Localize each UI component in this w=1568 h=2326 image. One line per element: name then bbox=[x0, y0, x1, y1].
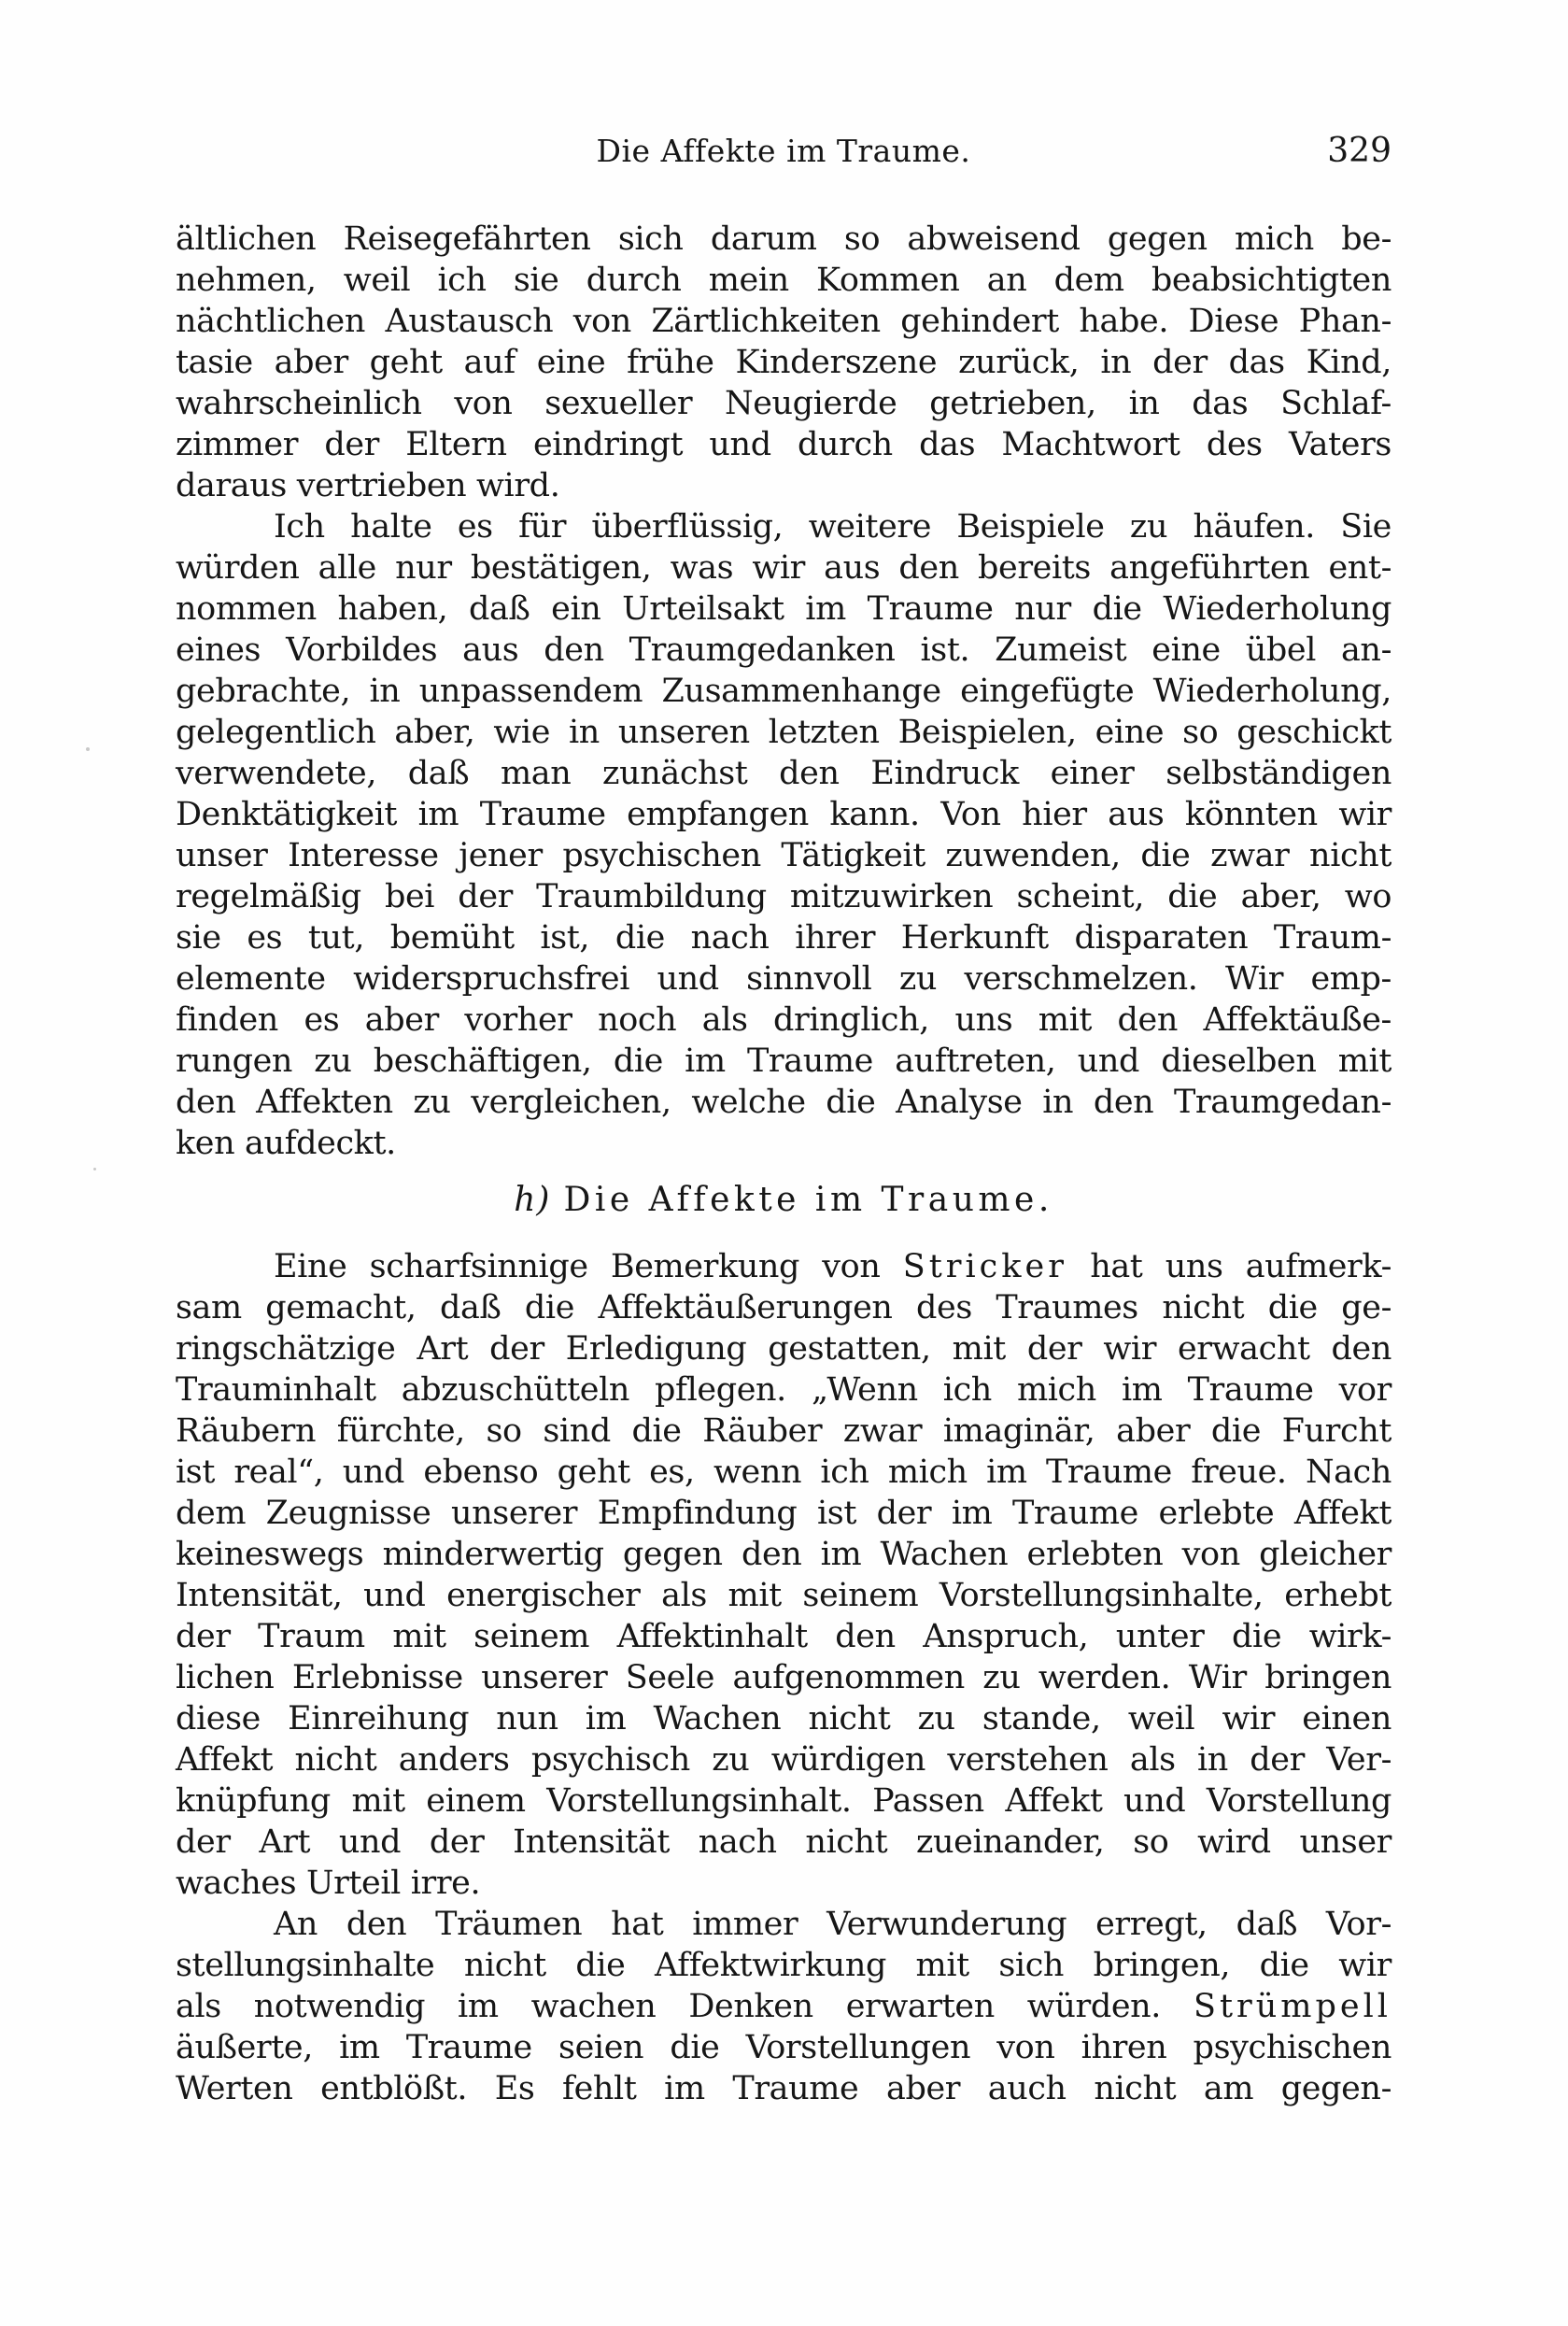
text-line bbox=[176, 1780, 1391, 1822]
text-segment: An den Träumen hat immer Verwunderung erregt, daß Vor- bbox=[274, 1906, 1391, 1943]
text-segment: verwendete, daß man zunächst den Eindruck einer selbständigen bbox=[176, 755, 1391, 792]
text-segment: keineswegs minderwertig gegen den im Wachen erlebten von gleicher bbox=[176, 1536, 1391, 1573]
text-line bbox=[176, 1863, 1391, 1904]
text-segment: nommen haben, daß ein Urteilsakt im Traume nur die Wiederholung bbox=[176, 590, 1391, 628]
text-segment: Denktätigkeit im Traume empfangen kann. Von hier aus könnten wir bbox=[176, 796, 1391, 833]
text-segment: elemente widerspruchsfrei und sinnvoll zu verschmelzen. Wir emp- bbox=[176, 960, 1391, 998]
text-line bbox=[176, 753, 1391, 794]
paragraph bbox=[176, 1246, 1391, 1904]
text-segment: ist real“, und ebenso geht es, wenn ich mich im Traume freue. Nach bbox=[176, 1454, 1391, 1491]
text-line bbox=[176, 2027, 1391, 2068]
paragraph bbox=[176, 219, 1391, 506]
text-line bbox=[176, 2068, 1391, 2109]
scan-speck bbox=[86, 747, 90, 751]
text-line bbox=[176, 958, 1391, 1000]
text-line bbox=[176, 1945, 1391, 1986]
text-segment: den Affekten zu vergleichen, welche die Analyse in den Traumgedan- bbox=[176, 1084, 1391, 1121]
text-segment: der Traum mit seinem Affektinhalt den Anspruch, unter die wirk- bbox=[176, 1618, 1391, 1655]
text-line bbox=[176, 506, 1391, 547]
text-segment: Ich halte es für überflüssig, weitere Beispiele zu häufen. Sie bbox=[274, 508, 1391, 546]
page-body bbox=[176, 219, 1391, 2109]
text-line bbox=[176, 301, 1391, 342]
text-line bbox=[176, 1657, 1391, 1698]
text-block bbox=[176, 131, 1391, 2109]
section-letter: h) bbox=[514, 1181, 551, 1219]
text-segment: waches Urteil irre. bbox=[176, 1865, 481, 1902]
text-segment: sam gemacht, daß die Affektäußerungen des Traumes nicht die ge- bbox=[176, 1289, 1391, 1326]
text-segment: sie es tut, bemüht ist, die nach ihrer Herkunft disparaten Traum- bbox=[176, 919, 1391, 957]
text-segment: daraus vertrieben wird. bbox=[176, 467, 560, 504]
text-line bbox=[176, 1123, 1391, 1164]
text-line bbox=[176, 1246, 1391, 1287]
text-line bbox=[176, 1534, 1391, 1575]
paragraph bbox=[176, 1904, 1391, 2109]
text-line bbox=[176, 1739, 1391, 1780]
section-title: Die Affekte im Traume. bbox=[563, 1181, 1053, 1219]
text-segment: finden es aber vorher noch als dringlich, uns mit den Affektäuße- bbox=[176, 1001, 1391, 1039]
text-segment: dem Zeugnisse unserer Empfindung ist der im Traume erlebte Affekt bbox=[176, 1495, 1391, 1532]
text-line bbox=[176, 1493, 1391, 1534]
text-line bbox=[176, 589, 1391, 630]
text-segment: ringschätzige Art der Erledigung gestatten, mit der wir erwacht den bbox=[176, 1330, 1391, 1368]
text-segment: rungen zu beschäftigen, die im Traume auftreten, und dieselben mit bbox=[176, 1042, 1391, 1080]
text-line bbox=[176, 1082, 1391, 1123]
text-segment: Affekt nicht anders psychisch zu würdigen verstehen als in der Ver- bbox=[176, 1741, 1391, 1779]
text-segment: tasie aber geht auf eine frühe Kinderszene zurück, in der das Kind, bbox=[176, 344, 1391, 381]
text-line bbox=[176, 383, 1391, 424]
text-segment: gelegentlich aber, wie in unseren letzten Beispielen, eine so geschickt bbox=[176, 714, 1391, 751]
text-line bbox=[176, 794, 1391, 835]
text-line bbox=[176, 1616, 1391, 1657]
text-line bbox=[176, 1328, 1391, 1369]
text-line bbox=[176, 424, 1391, 465]
text-line bbox=[176, 1000, 1391, 1041]
text-segment: regelmäßig bei der Traumbildung mitzuwirken scheint, die aber, wo bbox=[176, 878, 1391, 915]
text-line bbox=[176, 1452, 1391, 1493]
text-segment: Eine scharfsinnige Bemerkung von bbox=[274, 1248, 903, 1285]
text-segment: würden alle nur bestätigen, was wir aus den bereits angeführten ent- bbox=[176, 549, 1391, 587]
text-segment: der Art und der Intensität nach nicht zueinander, so wird unser bbox=[176, 1823, 1391, 1861]
page-number: 329 bbox=[1327, 132, 1391, 170]
text-line bbox=[176, 630, 1391, 671]
text-line bbox=[176, 219, 1391, 260]
text-line bbox=[176, 917, 1391, 958]
text-line bbox=[176, 1369, 1391, 1411]
text-segment: lichen Erlebnisse unserer Seele aufgenommen zu werden. Wir bringen bbox=[176, 1659, 1391, 1696]
text-segment: unser Interesse jener psychischen Tätigkeit zuwenden, die zwar nicht bbox=[176, 837, 1391, 874]
text-line bbox=[176, 876, 1391, 917]
text-line bbox=[176, 1698, 1391, 1739]
text-line bbox=[176, 547, 1391, 589]
text-line bbox=[176, 835, 1391, 876]
text-line bbox=[176, 712, 1391, 753]
text-line bbox=[176, 342, 1391, 383]
text-line bbox=[176, 1986, 1391, 2027]
text-segment: ken aufdeckt. bbox=[176, 1125, 396, 1162]
running-head-title: Die Affekte im Traume. bbox=[596, 133, 971, 169]
text-line bbox=[176, 671, 1391, 712]
text-line bbox=[176, 465, 1391, 506]
letterspaced-name: Stricker bbox=[902, 1248, 1067, 1285]
text-segment: eines Vorbildes aus den Traumgedanken ist. Zumeist eine übel an- bbox=[176, 631, 1391, 669]
page-header bbox=[176, 131, 1391, 172]
text-segment: zimmer der Eltern eindringt und durch das Machtwort des Vaters bbox=[176, 426, 1391, 463]
text-segment: stellungsinhalte nicht die Affektwirkung mit sich bringen, die wir bbox=[176, 1947, 1391, 1984]
text-segment: nächtlichen Austausch von Zärtlichkeiten gehindert habe. Diese Phan- bbox=[176, 303, 1391, 340]
scan-speck bbox=[93, 1168, 96, 1170]
text-segment: Intensität, und energischer als mit seinem Vorstellungsinhalte, erhebt bbox=[176, 1577, 1391, 1614]
section-heading bbox=[176, 1179, 1391, 1222]
text-segment: ältlichen Reisegefährten sich darum so abweisend gegen mich be- bbox=[176, 220, 1391, 258]
text-segment: wahrscheinlich von sexueller Neugierde getrieben, in das Schlaf- bbox=[176, 385, 1391, 422]
text-segment: als notwendig im wachen Denken erwarten würden. bbox=[176, 1988, 1194, 2025]
text-segment: nehmen, weil ich sie durch mein Kommen an dem beabsichtigten bbox=[176, 262, 1391, 299]
text-segment: hat uns aufmerk- bbox=[1067, 1248, 1392, 1285]
text-segment: gebrachte, in unpassendem Zusammenhange eingefügte Wiederholung, bbox=[176, 673, 1391, 710]
text-segment: knüpfung mit einem Vorstellungsinhalt. Passen Affekt und Vorstellung bbox=[176, 1782, 1391, 1820]
paragraph bbox=[176, 506, 1391, 1164]
text-line bbox=[176, 1904, 1391, 1945]
text-line bbox=[176, 1822, 1391, 1863]
text-line bbox=[176, 1411, 1391, 1452]
text-line bbox=[176, 1575, 1391, 1616]
text-segment: diese Einreihung nun im Wachen nicht zu stande, weil wir einen bbox=[176, 1700, 1391, 1737]
text-line bbox=[176, 1041, 1391, 1082]
letterspaced-name: Strümpell bbox=[1193, 1988, 1391, 2025]
text-segment: Werten entblößt. Es fehlt im Traume aber auch nicht am gegen- bbox=[176, 2070, 1391, 2107]
text-line bbox=[176, 260, 1391, 301]
text-line bbox=[176, 1287, 1391, 1328]
text-segment: äußerte, im Traume seien die Vorstellungen von ihren psychischen bbox=[176, 2029, 1391, 2066]
text-segment: Räubern fürchte, so sind die Räuber zwar imaginär, aber die Furcht bbox=[176, 1412, 1391, 1450]
text-segment: Trauminhalt abzuschütteln pflegen. „Wenn ich mich im Traume vor bbox=[176, 1371, 1391, 1409]
